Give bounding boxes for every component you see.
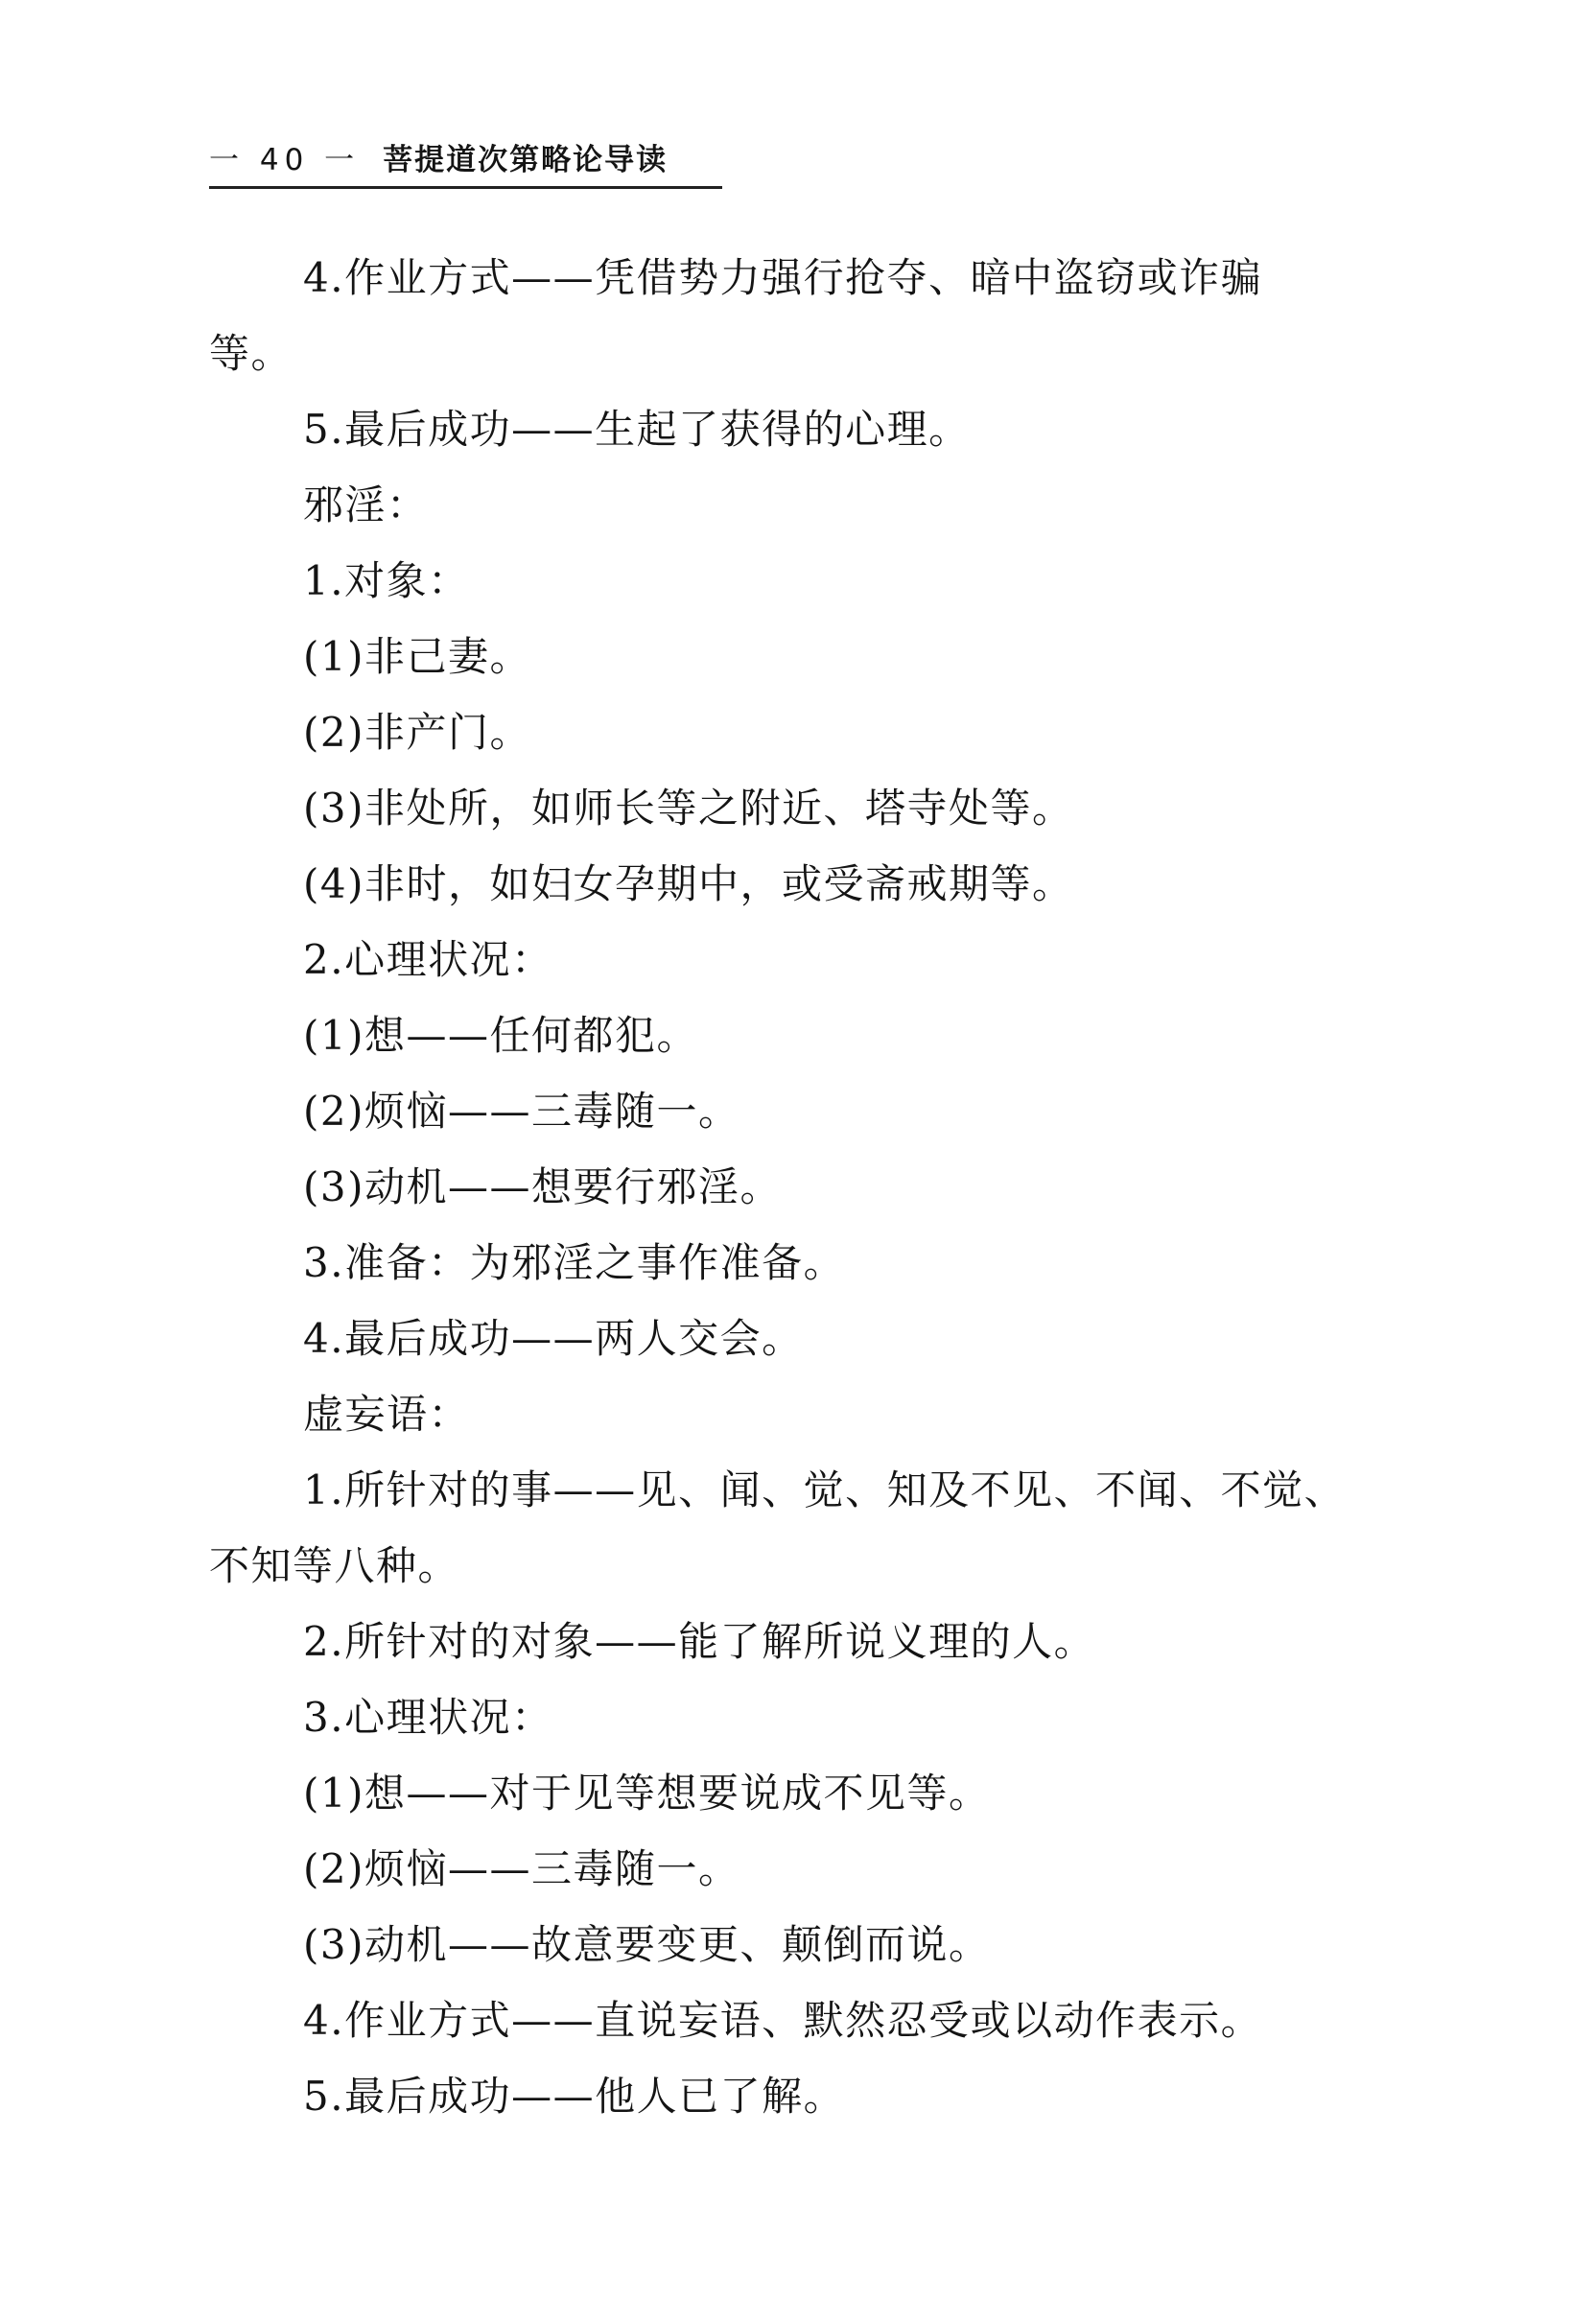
book-title: 菩提道次第略论导读 [383, 143, 669, 177]
text-line: (3)动机——故意要变更、颠倒而说。 [303, 1921, 991, 1968]
text-line: (3)动机——想要行邪淫。 [303, 1163, 782, 1210]
section-heading: 虚妄语： [303, 1391, 471, 1438]
text-line: 5.最后成功——他人已了解。 [303, 2073, 846, 2120]
page-number: 一 40 一 [209, 143, 361, 177]
text-line: 不知等八种。 [209, 1542, 460, 1589]
text-line: (1)非己妻。 [303, 633, 531, 680]
text-line: 1.对象： [303, 557, 470, 604]
text-line: 2.心理状况： [303, 936, 553, 983]
running-header [209, 134, 722, 189]
text-line: 4.作业方式——凭借势力强行抢夺、暗中盗窃或诈骗 [303, 254, 1263, 301]
text-line: (2)非产门。 [303, 709, 531, 756]
page-body [209, 240, 1391, 2134]
text-line: 5.最后成功——生起了获得的心理。 [303, 406, 971, 453]
text-line: (1)想——任何都犯。 [303, 1012, 698, 1059]
text-line: (2)烦恼——三毒随一。 [303, 1845, 740, 1892]
text-line: (3)非处所，如师长等之附近、塔寺处等。 [303, 785, 1074, 832]
text-line: 2.所针对的对象——能了解所说义理的人。 [303, 1618, 1096, 1665]
text-line: (1)想——对于见等想要说成不见等。 [303, 1770, 991, 1817]
text-line: 4.作业方式——直说妄语、默然忍受或以动作表示。 [303, 1997, 1263, 2044]
text-line: (2)烦恼——三毒随一。 [303, 1088, 740, 1135]
text-line: 3.准备：为邪淫之事作准备。 [303, 1239, 846, 1286]
text-line: 1.所针对的事——见、闻、觉、知及不见、不闻、不觉、 [303, 1466, 1347, 1513]
section-heading: 邪淫： [303, 481, 429, 528]
text-line: 等。 [209, 330, 293, 377]
text-line: 3.心理状况： [303, 1694, 553, 1741]
text-line: (4)非时，如妇女孕期中，或受斋戒期等。 [303, 860, 1074, 907]
text-line: 4.最后成功——两人交会。 [303, 1315, 804, 1362]
